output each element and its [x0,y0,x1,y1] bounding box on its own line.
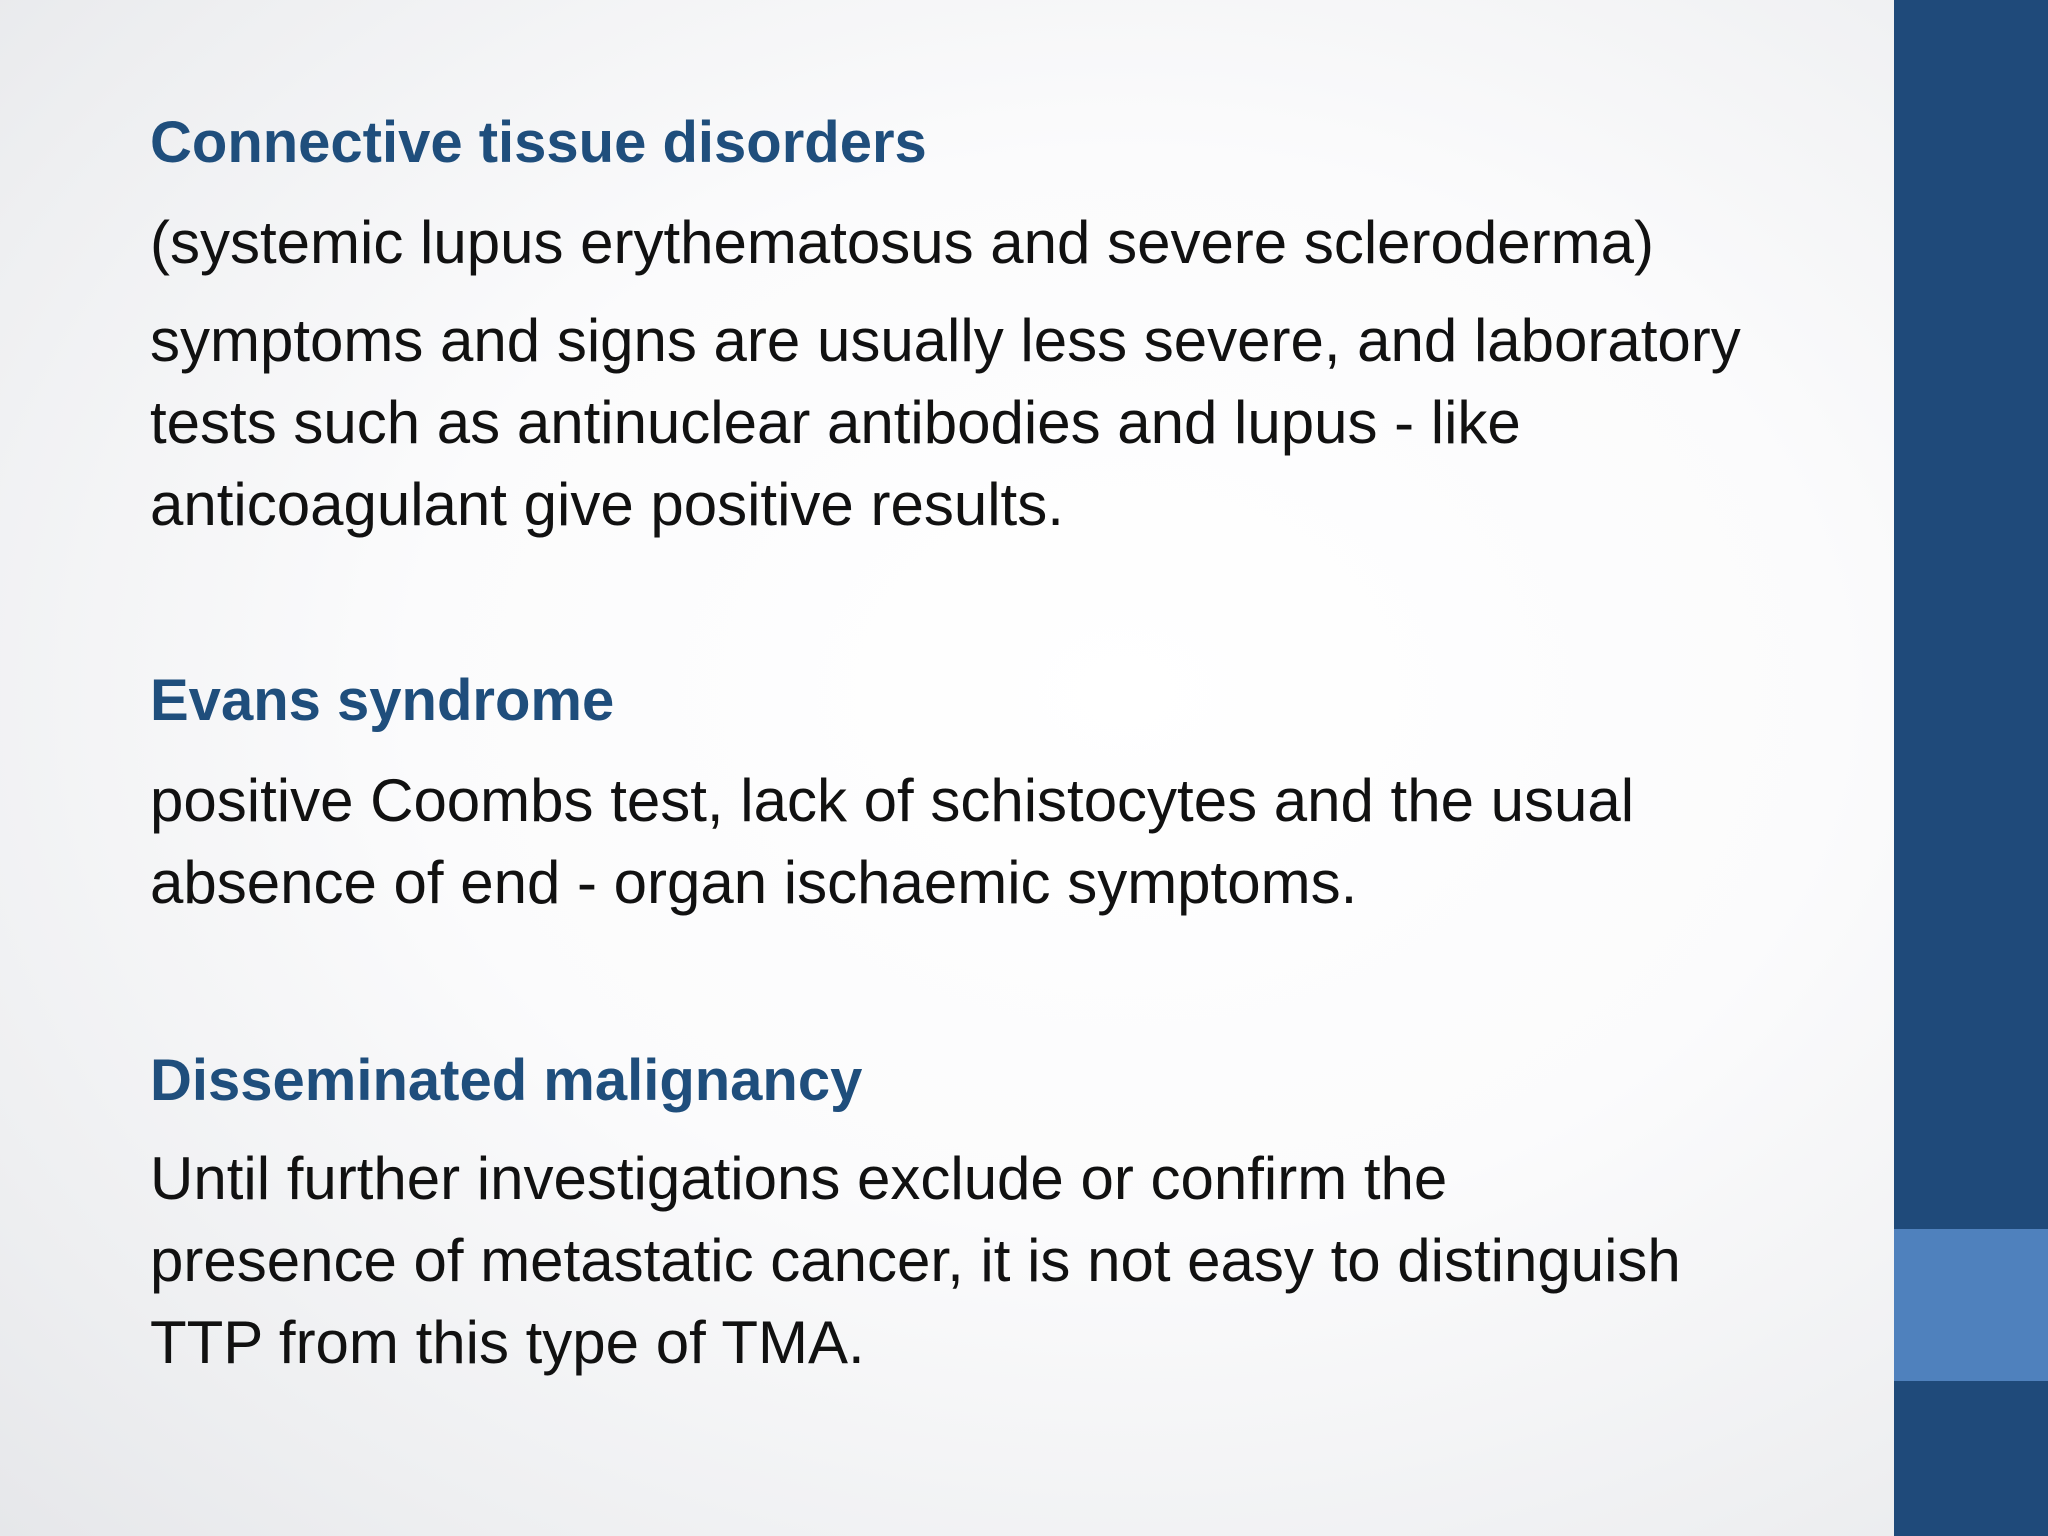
paragraph-evans-syndrome-description: positive Coombs test, lack of schistocytes and the usual absence of end - organ ischaemic symptoms. [150,767,1635,916]
heading-disseminated-malignancy: Disseminated malignancy [150,1048,863,1113]
paragraph-disseminated-malignancy-description: Until further investigations exclude or confirm the presence of metastatic cancer, it is not easy to distinguish TTP from this type of TMA. [150,1145,1681,1376]
heading-connective-tissue-disorders: Connective tissue disorders [150,110,927,175]
sidebar-accent-block [1894,1229,2048,1381]
paragraph-connective-tissue-description: symptoms and signs are usually less severe, and laboratory tests such as antinuclear antibodies and lupus - like anticoagulant give positive results. [150,307,1741,538]
heading-evans-syndrome: Evans syndrome [150,668,615,733]
paragraph-connective-tissue-examples: (systemic lupus erythematosus and severe scleroderma) [150,209,1654,276]
